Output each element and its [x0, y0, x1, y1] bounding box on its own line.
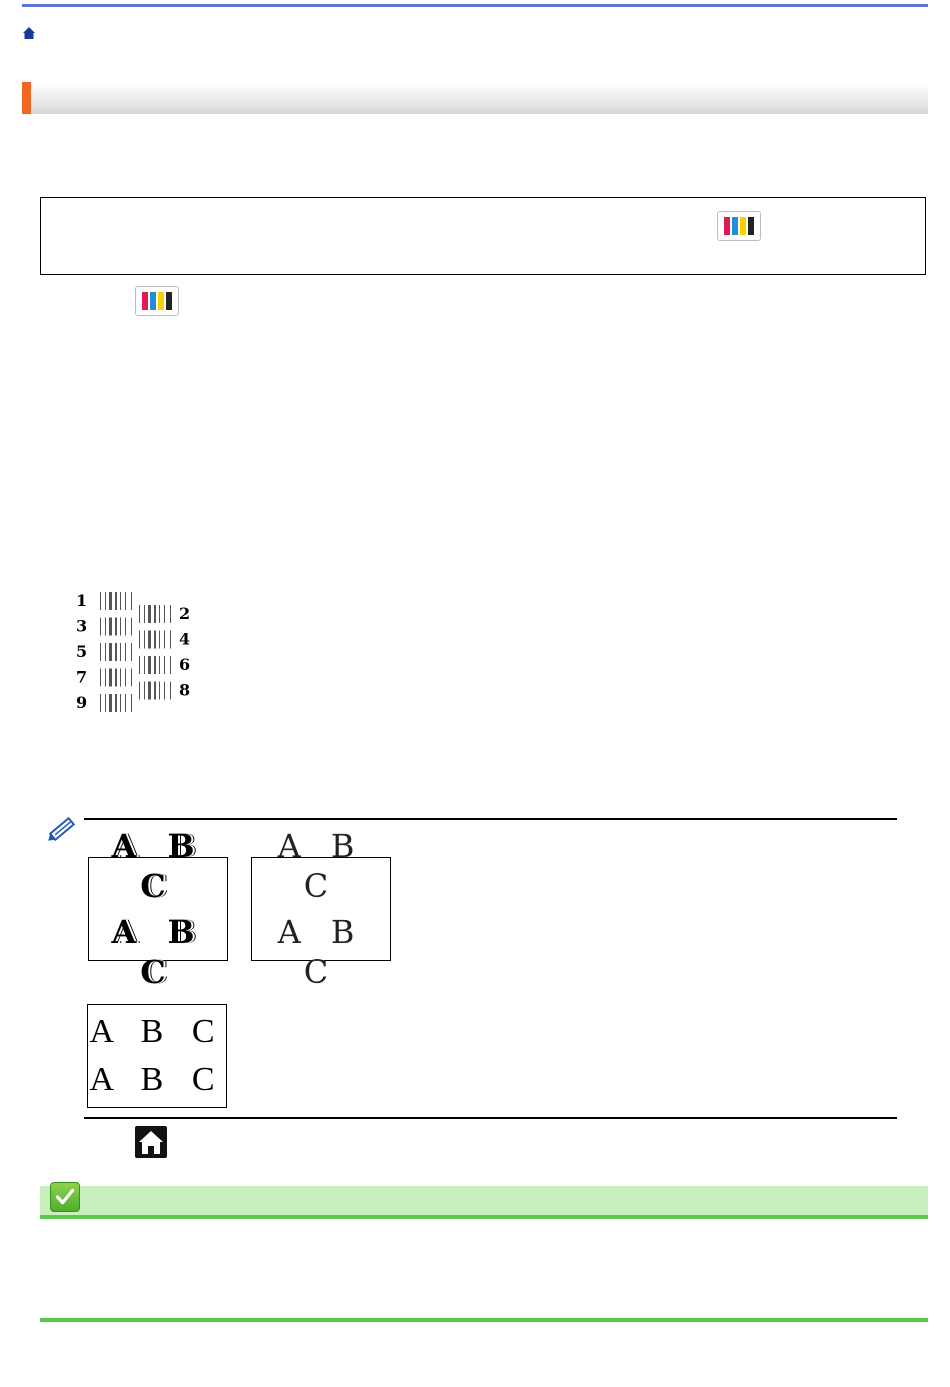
pattern-block-bar — [100, 669, 101, 687]
pattern-number: 2 — [179, 604, 191, 623]
pattern-block-bar — [105, 618, 106, 636]
sample-row: A B C — [111, 827, 205, 905]
pattern-block-bar — [100, 592, 101, 610]
sample-row: A B C — [252, 912, 390, 992]
pattern-block-bar — [120, 618, 121, 636]
pattern-block-bar — [131, 618, 132, 636]
ink-bar-black — [166, 292, 172, 310]
home-icon[interactable] — [22, 26, 36, 40]
pattern-block-bar — [159, 682, 160, 700]
pattern-number: 9 — [76, 693, 88, 712]
pattern-block-bar — [125, 618, 126, 636]
sample-row: A B C — [252, 826, 390, 906]
pattern-number: 5 — [76, 642, 88, 661]
sample-correct-text — [87, 1004, 227, 1108]
ink-bar-yellow — [740, 217, 746, 235]
pattern-number: 3 — [76, 616, 88, 636]
pattern-block-bar — [144, 631, 145, 649]
pattern-block-bar — [159, 656, 160, 674]
pattern-block-bar — [154, 656, 156, 674]
pattern-block-bar — [170, 656, 171, 674]
pattern-block-bar — [100, 694, 101, 712]
pattern-block-bar — [164, 656, 165, 674]
pattern-block-bar — [164, 682, 165, 700]
pattern-block-bar — [125, 643, 126, 661]
pattern-block-bar — [100, 643, 101, 661]
pattern-block-bar — [131, 694, 132, 712]
pattern-block-bar — [109, 694, 112, 712]
pattern-block-bar — [115, 592, 117, 610]
pattern-block-bar — [148, 631, 151, 649]
pattern-block-bar — [120, 643, 121, 661]
tip-rule-bottom — [84, 1117, 897, 1119]
pattern-number: 1 — [76, 591, 88, 610]
pattern-block-bar — [131, 592, 132, 610]
pattern-block-bar — [131, 669, 132, 687]
title-bar — [22, 82, 928, 114]
pattern-block-bar — [170, 605, 171, 623]
ink-bar-cyan — [732, 217, 738, 235]
pattern-number: 4 — [179, 629, 191, 649]
pattern-block-bar — [125, 669, 126, 687]
pattern-block-bar — [139, 656, 140, 674]
pattern-block-bar — [154, 631, 156, 649]
ink-bar-cyan — [150, 292, 156, 310]
pattern-block-bar — [139, 682, 140, 700]
top-rule — [22, 4, 928, 7]
sample-row: A B C — [111, 913, 205, 991]
pattern-block-bar — [164, 631, 165, 649]
ink-bar-magenta — [724, 217, 730, 235]
pattern-block-bar — [144, 656, 145, 674]
pattern-block-bar — [109, 669, 112, 687]
pattern-block-bar — [159, 605, 160, 623]
ink-cartridge-icon — [717, 211, 761, 241]
home-button-icon[interactable] — [135, 1126, 167, 1158]
alignment-pattern — [74, 590, 204, 720]
pattern-block-bar — [139, 631, 140, 649]
pattern-block-bar — [139, 605, 140, 623]
note-box — [40, 197, 926, 275]
related-rule — [40, 1215, 928, 1219]
ink-cartridge-icon[interactable] — [135, 286, 179, 316]
pattern-block-bar — [109, 643, 112, 661]
pattern-block-bar — [100, 618, 101, 636]
pattern-block-bar — [154, 605, 156, 623]
pattern-block-bar — [148, 682, 151, 700]
checkmark-icon — [50, 1182, 80, 1212]
related-bar — [40, 1186, 928, 1216]
sample-bold-text — [88, 827, 228, 991]
sample-row: A B C — [89, 1012, 225, 1050]
bottom-rule — [40, 1318, 928, 1322]
pattern-block-bar — [159, 631, 160, 649]
pattern-block-bar — [125, 592, 126, 610]
pattern-block-bar — [120, 694, 121, 712]
pattern-block-bar — [105, 592, 106, 610]
pattern-block-bar — [115, 694, 117, 712]
pattern-block-bar — [105, 694, 106, 712]
pattern-block-bar — [115, 669, 117, 687]
sample-row: A B C — [89, 1061, 225, 1098]
pattern-block-bar — [144, 605, 145, 623]
pattern-block-bar — [131, 643, 132, 661]
pattern-block-bar — [170, 631, 171, 649]
ink-bar-black — [748, 217, 754, 235]
ink-bar-magenta — [142, 292, 148, 310]
ink-bar-yellow — [158, 292, 164, 310]
pattern-block-bar — [105, 643, 106, 661]
pattern-number: 8 — [179, 680, 191, 700]
pattern-block-bar — [148, 605, 151, 623]
pattern-number: 7 — [76, 667, 88, 687]
pattern-block-bar — [115, 643, 117, 661]
sample-broken-text — [251, 827, 391, 991]
pattern-block-bar — [109, 592, 112, 610]
pattern-number: 6 — [179, 655, 191, 674]
pattern-block-bar — [144, 682, 145, 700]
pattern-block-bar — [154, 682, 156, 700]
pattern-block-bar — [170, 682, 171, 700]
pattern-block-bar — [109, 618, 112, 636]
pattern-block-bar — [120, 592, 121, 610]
pattern-block-bar — [148, 656, 151, 674]
pencil-icon — [44, 812, 80, 846]
title-accent — [22, 82, 31, 114]
pattern-block-bar — [164, 605, 165, 623]
pattern-block-bar — [125, 694, 126, 712]
pattern-block-bar — [115, 618, 117, 636]
pattern-block-bar — [120, 669, 121, 687]
pattern-block-bar — [105, 669, 106, 687]
tip-rule-top — [84, 818, 897, 820]
